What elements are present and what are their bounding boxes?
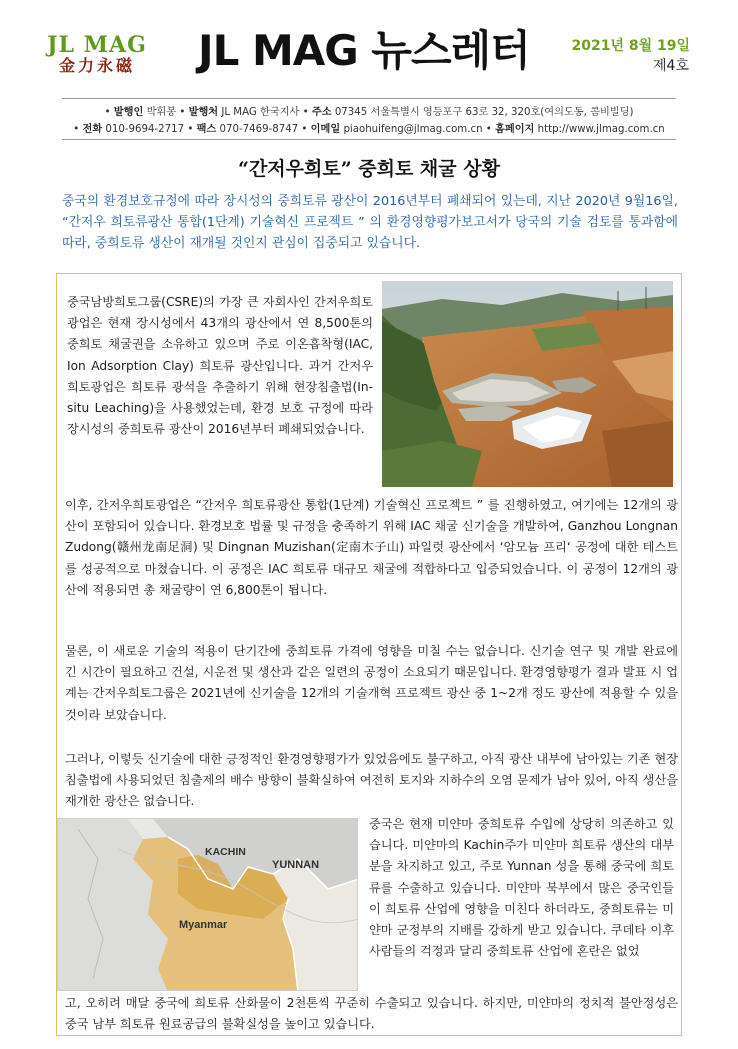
map-label-kachin: KACHIN (205, 846, 246, 858)
phone-value: 010-9694-2717 (105, 124, 185, 135)
publisher-line-2: • 전화 010-9694-2717 • 팩스 070-7469-8747 • 이메일 piaohuifeng@jlmag.com.cn • 홈페이지 http://www.jlmag.com.cn (73, 124, 665, 135)
map-graphic (58, 819, 358, 991)
company-logo (42, 34, 152, 75)
logo-english: JL MAG (47, 32, 147, 58)
myanmar-map (57, 818, 358, 991)
publisher-line-1: • 발행인 박휘봉 • 발행처 JL MAG 한국지사 • 주소 07345 서울특별시 영등포구 63로 32, 320호(여의도동, 콤비빌딩) (104, 107, 634, 118)
email-link[interactable]: piaohuifeng@jlmag.com.cn (343, 124, 483, 135)
publisher-label: 발행인 (113, 107, 144, 118)
paragraph-4: 그러나, 이렇듯 신기술에 대한 긍정적인 환경영향평가가 있었음에도 불구하고, 아직 광산 내부에 남아있는 기존 현장침출법에 사용되었던 침출제의 배수 방향이 불확실하여 여전히 토지와 지하수의 오염 문제가 남아 있어, 아직 생산을 재개한 광산은 없습니다. (65, 752, 678, 809)
paragraph-5: 중국은 현재 미얀마 중희토류 수입에 상당히 의존하고 있습니다. 미얀마의 Kachin주가 미얀마 희토류 생산의 대부분을 차지하고 있고, 주로 Yunnan 성을 통해 중국에 희토류를 수출하고 있습니다. 미얀마 북부에서 많은 중국인들이 희토류 산업에 영향을 미친다 하더라도, 중희토류는 미얀마 군정부의 지배를 강하게 받고 있습니다. 쿠데타 이후 사람들의 걱정과 달리 중희토류 산업에 혼란은 없었 (369, 817, 674, 959)
paragraph-3: 물론, 이 새로운 기술의 적용이 단기간에 중희토류 가격에 영향을 미칠 수는 없습니다. 신기술 연구 및 개발 완료에 긴 시간이 필요하고 건설, 시운전 및 생산과 같은 일련의 공정이 소요되기 때문입니다. 환경영향평가 결과 발표 시 업계는 간저우희토그룹은 2021년에 신기술을 12개의 기술개혁 프로젝트 광산 중 1~2개 정도 광산에 적용할 수 있을 것이라 보았습니다. (65, 644, 678, 722)
publisher-value: 박휘봉 (146, 107, 177, 118)
header-divider-top (62, 98, 676, 99)
issuer-label: 발행처 (188, 107, 219, 118)
header-divider-bottom (62, 139, 676, 140)
article-headline: “간저우희토” 중희토 채굴 상황 (238, 158, 500, 180)
fax-value: 070-7469-8747 (219, 124, 299, 135)
issue-date: 2021년 8월 19일 (571, 38, 690, 54)
paragraph-2: 이후, 간저우희토광업은 “간저우 희토류광산 통합(1단계) 기술혁신 프로젝트 ” 를 진행하였고, 여기에는 12개의 광산이 포함되어 있습니다. 환경보호 법률 및 규정을 충족하기 위해 IAC 채굴 신기술을 개발하여, Ganzhou Longnan Zudong(赣州龙南足洞) 및 Dingnan Muzishan(定南木子山) 파일럿 광산에서 ‘암모늄 프리‘ 공정에 대한 테스트를 성공적으로 마쳤습니다. 이 공정은 IAC 희토류 대규모 채굴에 적합하다고 입증되었습니다. 이 공정이 12개의 광산에 적용되면 총 채굴량이 연 6,800톤이 됩니다. (65, 498, 678, 597)
article-lead: 중국의 환경보호규정에 따라 장시성의 중희토류 광산이 2016년부터 폐쇄되어 있는데, 지난 2020년 9월16일, “간저우 희토류광산 통합(1단계) 기술혁신 프로젝트 ” 의 환경영향평가보고서가 당국의 기술 검토를 통과함에 따라, 중희토류 생산이 재개될 것인지 관심이 집중되고 있습니다. (62, 194, 678, 251)
paragraph-1: 중국남방희토그룹(CSRE)의 가장 큰 자회사인 간저우희토광업은 현재 장시성에서 43개의 광산에서 연 8,500톤의 중희토 채굴권을 소유하고 있으며 주로 이온흡착형(IAC, Ion Adsorption Clay) 희토류 광산입니다. 과거 간저우희토광업은 희토류 광석을 추출하기 위해 현장침출법(In-situ Leaching)을 사용했었는데, 환경 보호 규정에 따라 장시성의 중희토류 광산이 2016년부터 폐쇄되었습니다. (67, 295, 373, 437)
issue-number: 제4호 (653, 58, 689, 74)
mine-illustration (382, 281, 673, 487)
newsletter-title: JL MAG 뉴스레터 (198, 26, 530, 75)
address-value: 07345 서울특별시 영등포구 63로 32, 320호(여의도동, 콤비빌딩) (334, 107, 634, 118)
homepage-label: 홈페이지 (495, 124, 535, 135)
homepage-link[interactable]: http://www.jlmag.com.cn (537, 124, 665, 135)
phone-label: 전화 (82, 124, 103, 135)
email-label: 이메일 (310, 124, 341, 135)
address-label: 주소 (311, 107, 332, 118)
fax-label: 팩스 (196, 124, 217, 135)
logo-chinese: 金力永磁 (58, 56, 135, 75)
paragraph-5-continued: 고, 오히려 매달 중국에 희토류 산화물이 2천톤씩 꾸준히 수출되고 있습니다. 하지만, 미얀마의 정치적 불안정성은 중국 남부 희토류 원료공급의 불확실성을 높이고 있습니다. (65, 996, 678, 1032)
mine-photo (382, 281, 673, 487)
map-label-myanmar: Myanmar (179, 919, 228, 931)
publisher-info (60, 104, 678, 138)
map-label-yunnan: YUNNAN (272, 859, 320, 871)
issuer-value: JL MAG 한국지사 (221, 107, 300, 118)
